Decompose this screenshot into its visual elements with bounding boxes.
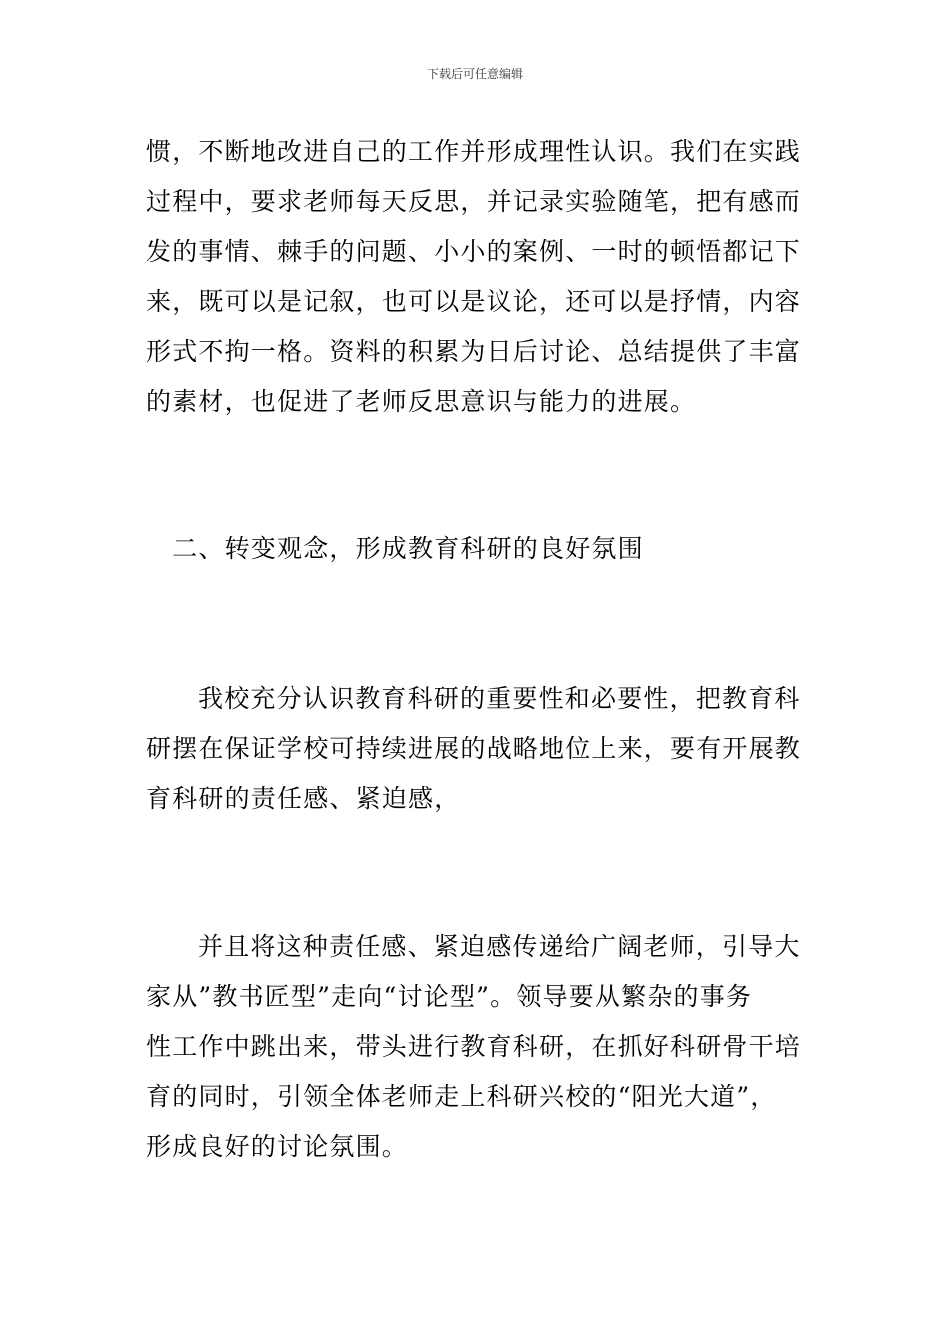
text-line: 我校充分认识教育科研的重要性和必要性，把教育科 [198,684,801,713]
text-line: 的素材，也促进了老师反思意识与能力的进展。 [146,387,697,416]
text-line: 性工作中跳出来，带头进行教育科研，在抓好科研骨干培 [146,1032,802,1061]
text-line: 研摆在保证学校可持续进展的战略地位上来，要有开展教 [146,734,802,763]
paragraph-1 [146,127,808,427]
text-line: 发的事情、棘手的问题、小小的案例、一时的顿悟都记下 [146,237,802,266]
paragraph-3 [146,922,808,1172]
paragraph-2 [146,674,808,824]
text-line: 惯，不断地改进自己的工作并形成理性认识。我们在实践 [146,137,802,166]
text-line: 形式不拘一格。资料的积累为日后讨论、总结提供了丰富 [146,337,802,366]
section-heading [146,524,808,574]
text-line: 育科研的责任感、紧迫感， [146,784,461,813]
text-line: 过程中，要求老师每天反思，并记录实验随笔，把有感而 [146,187,802,216]
text-line: 形成良好的讨论氛围。 [146,1132,409,1161]
text-line: 并且将这种责任感、紧迫感传递给广阔老师，引导大 [198,932,801,961]
page-header: 下载后可任意编辑 [426,67,523,81]
heading-text: 二、转变观念，形成教育科研的良好氛围 [146,534,644,563]
text-line: 育的同时，引领全体老师走上科研兴校的“阳光大道”， [146,1082,777,1111]
text-line: 来，既可以是记叙，也可以是议论，还可以是抒情，内容 [146,287,802,316]
text-line: 家从”教书匠型”走向“讨论型”。领导要从繁杂的事务 [146,982,753,1011]
